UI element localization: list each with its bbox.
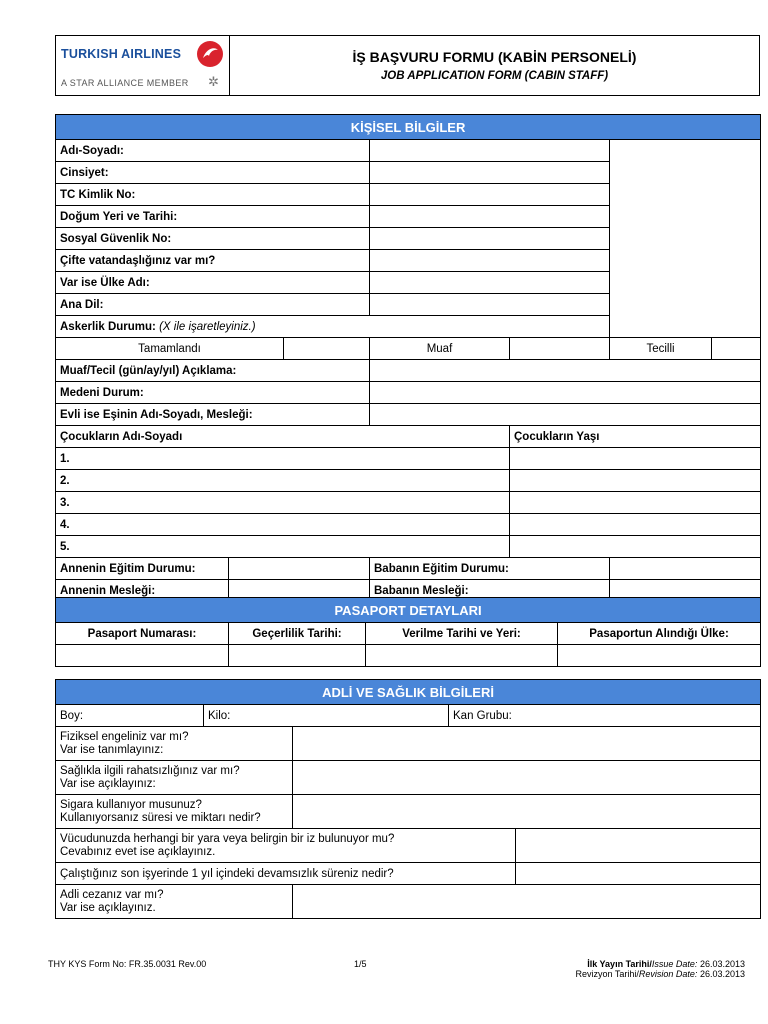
bird-emblem-icon [197, 41, 223, 67]
name-input[interactable] [370, 140, 610, 162]
form-title: İŞ BAŞVURU FORMU (KABİN PERSONELİ) [352, 49, 637, 65]
form-header [55, 35, 760, 96]
mother-education-input[interactable] [229, 558, 370, 580]
smoking-answer-input[interactable] [293, 795, 761, 829]
question-label: Adli cezanız var mı? Var ise açıklayınız. [56, 885, 293, 919]
question-label: Fiziksel engeliniz var mı? Var ise tanımlayınız: [56, 727, 293, 761]
logo [56, 36, 230, 95]
child-row[interactable]: 4. [56, 514, 510, 536]
logo-subtitle: A STAR ALLIANCE MEMBER [61, 78, 189, 88]
field-label: Babanın Eğitim Durumu: [370, 558, 610, 580]
legal-health-table [55, 679, 761, 919]
military-hint: (X ile işaretleyiniz.) [159, 320, 256, 333]
issue-date-place-input[interactable] [366, 645, 558, 667]
birth-input[interactable] [370, 206, 610, 228]
marital-status-input[interactable] [370, 382, 761, 404]
height-field[interactable]: Boy: [56, 705, 204, 727]
field-label: Evli ise Eşinin Adı-Soyadı, Mesleği: [56, 404, 370, 426]
child-age-input[interactable] [510, 536, 761, 558]
weight-field[interactable]: Kilo: [204, 705, 449, 727]
passport-number-input[interactable] [56, 645, 229, 667]
child-row[interactable]: 2. [56, 470, 510, 492]
gender-input[interactable] [370, 162, 610, 184]
criminal-record-answer-input[interactable] [293, 885, 761, 919]
issuing-country-header: Pasaportun Alındığı Ülke: [558, 623, 761, 645]
field-label: Medeni Durum: [56, 382, 370, 404]
field-label: Var ise Ülke Adı: [56, 272, 370, 294]
question-label: Sağlıkla ilgili rahatsızlığınız var mı? Var ise açıklayınız: [56, 761, 293, 795]
issuing-country-input[interactable] [558, 645, 761, 667]
exempt-checkbox[interactable] [510, 338, 610, 360]
children-name-header: Çocukların Adı-Soyadı [56, 426, 510, 448]
form-subtitle: JOB APPLICATION FORM (CABIN STAFF) [380, 70, 609, 82]
field-label: Annenin Eğitim Durumu: [56, 558, 229, 580]
form-number: THY KYS Form No: FR.35.0031 Rev.00 [48, 959, 207, 969]
father-education-input[interactable] [610, 558, 761, 580]
option-deferred: Tecilli [610, 338, 712, 360]
passport-section-header: PASAPORT DETAYLARI [56, 598, 761, 623]
dual-citizenship-input[interactable] [370, 250, 610, 272]
spouse-input[interactable] [370, 404, 761, 426]
military-status-label: Askerlik Durumu: (X ile işaretleyiniz.) [56, 316, 610, 338]
passport-number-header: Pasaport Numarası: [56, 623, 229, 645]
absence-answer-input[interactable] [516, 863, 761, 885]
option-exempt: Muaf [370, 338, 510, 360]
star-alliance-icon: ✲ [208, 74, 219, 89]
field-label: TC Kimlik No: [56, 184, 370, 206]
deferred-checkbox[interactable] [712, 338, 761, 360]
field-label: Muaf/Tecil (gün/ay/yıl) Açıklama: [56, 360, 370, 382]
legal-section-header: ADLİ VE SAĞLIK BİLGİLERİ [56, 680, 761, 705]
logo-text: TURKISH AIRLINES [61, 47, 182, 61]
blood-type-field[interactable]: Kan Grubu: [449, 705, 761, 727]
passport-table [55, 597, 761, 667]
field-label: Doğum Yeri ve Tarihi: [56, 206, 370, 228]
field-label: Annenin Mesleği: [56, 580, 229, 602]
personal-section-header: KİŞİSEL BİLGİLER [56, 115, 761, 140]
child-age-input[interactable] [510, 470, 761, 492]
field-label: Sosyal Güvenlik No: [56, 228, 370, 250]
field-label: Ana Dil: [56, 294, 370, 316]
option-completed: Tamamlandı [56, 338, 284, 360]
photo-box[interactable] [610, 140, 761, 338]
child-age-input[interactable] [510, 514, 761, 536]
exempt-description-input[interactable] [370, 360, 761, 382]
issue-date: İlk Yayın Tarihi/Issue Date: 26.03.2013 [587, 959, 745, 969]
validity-date-input[interactable] [229, 645, 366, 667]
child-age-input[interactable] [510, 448, 761, 470]
validity-date-header: Geçerlilik Tarihi: [229, 623, 366, 645]
child-row[interactable]: 5. [56, 536, 510, 558]
disability-answer-input[interactable] [293, 727, 761, 761]
field-label: Çifte vatandaşlığınız var mı? [56, 250, 370, 272]
question-label: Vücudunuzda herhangi bir yara veya belirgin bir iz bulunuyor mu? Cevabınız evet ise açıklayınız. [56, 829, 516, 863]
child-age-input[interactable] [510, 492, 761, 514]
personal-info-table [55, 114, 761, 602]
completed-checkbox[interactable] [284, 338, 370, 360]
native-language-input[interactable] [370, 294, 610, 316]
revision-date: Revizyon Tarihi/Revision Date: 26.03.2013 [575, 969, 745, 979]
page-number: 1/5 [354, 959, 367, 969]
children-age-header: Çocukların Yaşı [510, 426, 761, 448]
field-label: Adı-Soyadı: [56, 140, 370, 162]
tc-id-input[interactable] [370, 184, 610, 206]
country-input[interactable] [370, 272, 610, 294]
scar-answer-input[interactable] [516, 829, 761, 863]
question-label: Çalıştığınız son işyerinde 1 yıl içindeki devamsızlık süreniz nedir? [56, 863, 516, 885]
field-label: Cinsiyet: [56, 162, 370, 184]
issue-date-place-header: Verilme Tarihi ve Yeri: [366, 623, 558, 645]
field-label: Babanın Mesleği: [370, 580, 610, 602]
ssn-input[interactable] [370, 228, 610, 250]
health-answer-input[interactable] [293, 761, 761, 795]
child-row[interactable]: 1. [56, 448, 510, 470]
child-row[interactable]: 3. [56, 492, 510, 514]
question-label: Sigara kullanıyor musunuz? Kullanıyorsanız süresi ve miktarı nedir? [56, 795, 293, 829]
